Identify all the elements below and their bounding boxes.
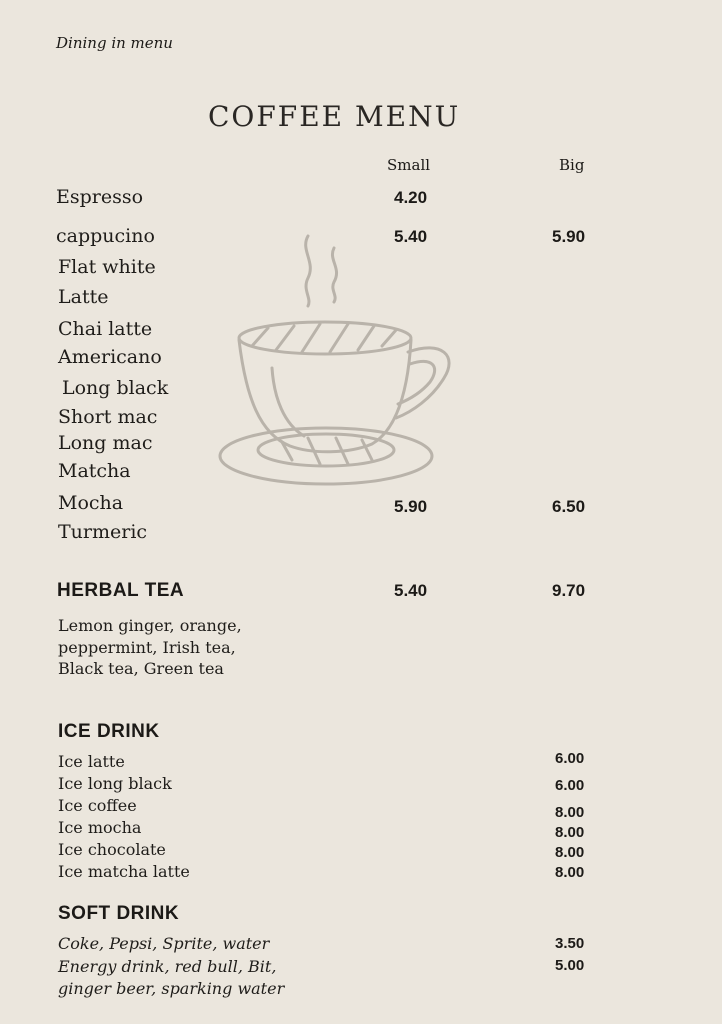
menu-item-americano: Americano bbox=[58, 346, 162, 368]
herbal-tea-line: Black tea, Green tea bbox=[58, 659, 224, 678]
menu-item-long-mac: Long mac bbox=[58, 432, 153, 454]
price-cappucino-big: 5.90 bbox=[552, 227, 586, 246]
price-cappucino-small: 5.40 bbox=[394, 227, 428, 246]
coffee-cup-icon bbox=[212, 228, 458, 498]
menu-item-flat-white: Flat white bbox=[58, 256, 156, 278]
ice-drink-price: 8.00 bbox=[555, 864, 585, 881]
soft-drink-price: 3.50 bbox=[555, 935, 585, 952]
soft-drink-item: ginger beer, sparking water bbox=[58, 979, 285, 998]
ice-drink-item: Ice long black bbox=[58, 774, 172, 793]
ice-drink-item: Ice matcha latte bbox=[58, 862, 190, 881]
menu-item-latte: Latte bbox=[58, 286, 109, 308]
menu-item-mocha: Mocha bbox=[58, 492, 124, 514]
price-herbal-tea-small: 5.40 bbox=[394, 581, 428, 600]
ice-drink-price: 8.00 bbox=[555, 844, 585, 861]
soft-drink-item: Energy drink, red bull, Bit, bbox=[58, 957, 277, 976]
menu-item-turmeric: Turmeric bbox=[58, 521, 148, 543]
ice-drink-item: Ice mocha bbox=[58, 818, 142, 837]
soft-drink-price: 5.00 bbox=[555, 957, 585, 974]
menu-item-long-black: Long black bbox=[62, 377, 169, 399]
ice-drink-item: Ice latte bbox=[58, 752, 125, 771]
menu-item-matcha: Matcha bbox=[58, 460, 131, 482]
ice-drink-item: Ice chocolate bbox=[58, 840, 166, 859]
ice-drink-price: 6.00 bbox=[555, 750, 585, 767]
ice-drink-price: 6.00 bbox=[555, 777, 585, 794]
menu-subtitle: Dining in menu bbox=[56, 34, 173, 52]
section-title-ice-drink: ICE DRINK bbox=[58, 721, 160, 742]
section-title-herbal-tea: HERBAL TEA bbox=[57, 580, 185, 601]
ice-drink-price: 8.00 bbox=[555, 824, 585, 841]
herbal-tea-line: Lemon ginger, orange, bbox=[58, 616, 242, 635]
menu-item-short-mac: Short mac bbox=[58, 406, 158, 428]
ice-drink-item: Ice coffee bbox=[58, 796, 137, 815]
column-header-big: Big bbox=[559, 156, 585, 174]
page-title: COFFEE MENU bbox=[208, 100, 461, 133]
ice-drink-price: 8.00 bbox=[555, 804, 585, 821]
price-espresso-small: 4.20 bbox=[394, 188, 428, 207]
soft-drink-item: Coke, Pepsi, Sprite, water bbox=[58, 934, 270, 953]
section-title-soft-drink: SOFT DRINK bbox=[58, 903, 180, 924]
menu-item-cappucino: cappucino bbox=[56, 225, 155, 247]
price-mocha-small: 5.90 bbox=[394, 497, 428, 516]
herbal-tea-line: peppermint, Irish tea, bbox=[58, 638, 236, 657]
price-herbal-tea-big: 9.70 bbox=[552, 581, 586, 600]
menu-item-espresso: Espresso bbox=[56, 186, 144, 208]
column-header-small: Small bbox=[387, 156, 431, 174]
price-mocha-big: 6.50 bbox=[552, 497, 586, 516]
menu-item-chai-latte: Chai latte bbox=[58, 318, 153, 340]
